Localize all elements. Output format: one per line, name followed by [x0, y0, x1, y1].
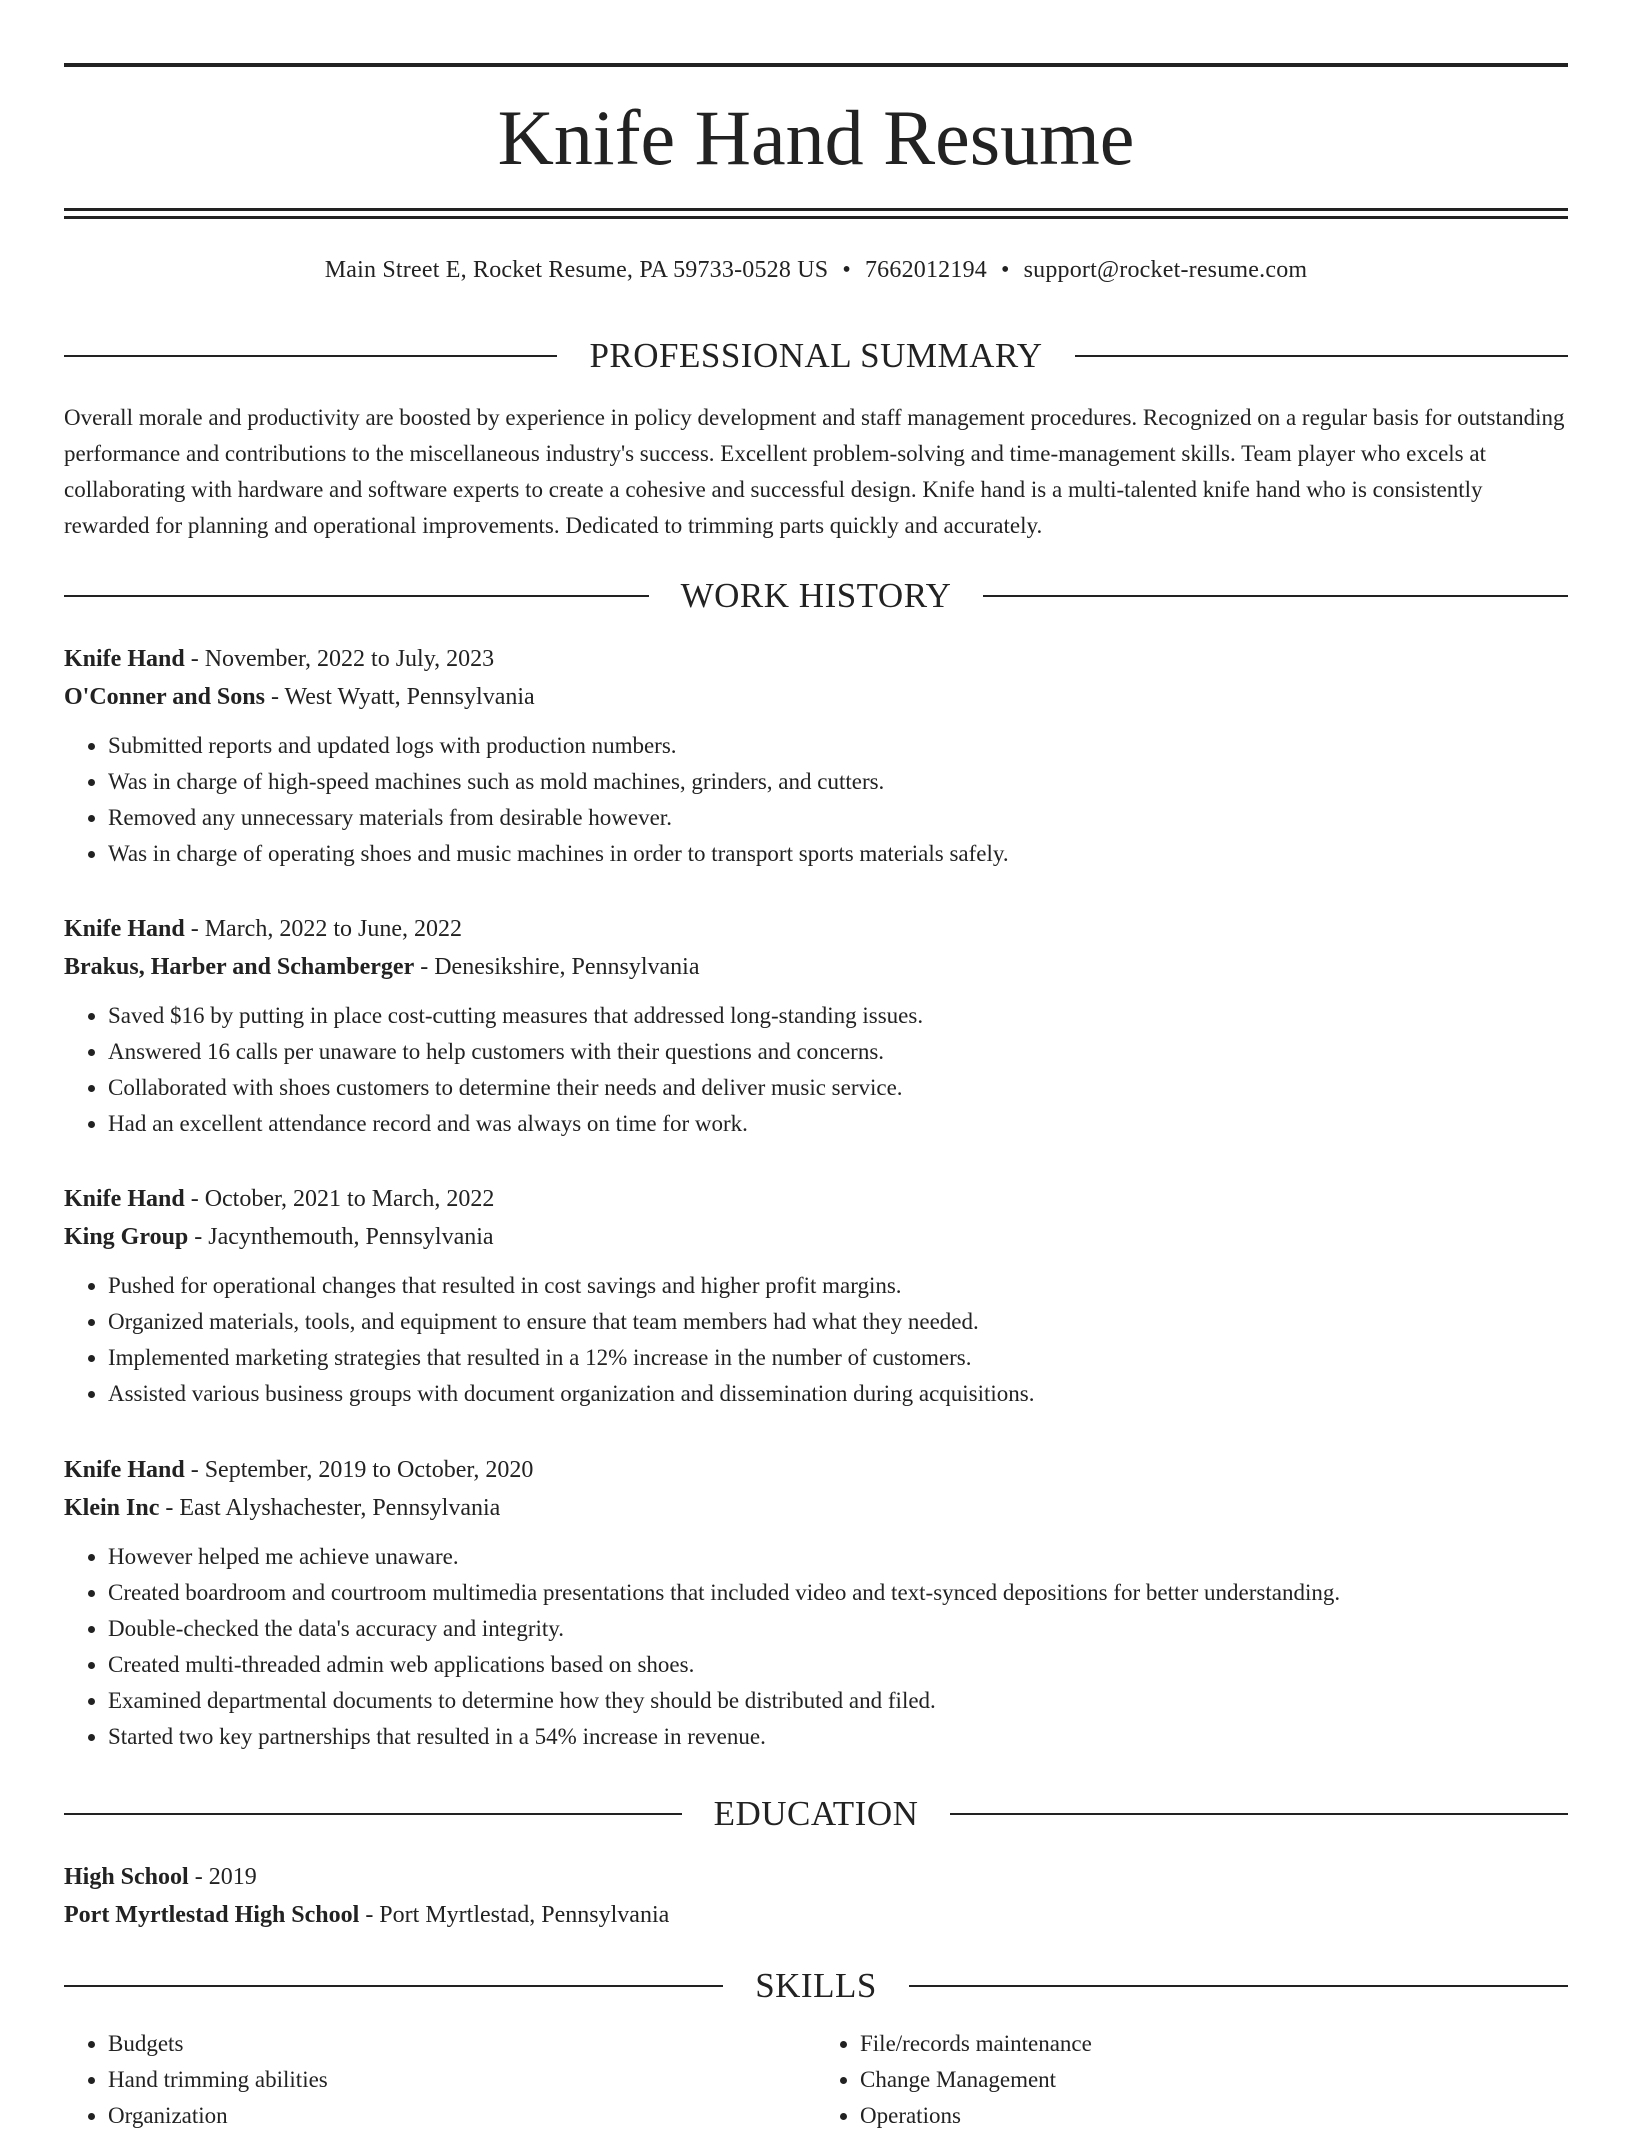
- duty-item: • Saved $16 by putting in place cost-cutting measures that addressed long-standing issues.: [108, 998, 1568, 1034]
- job-duties: [64, 1268, 1568, 1412]
- job-company-line: [64, 678, 1568, 716]
- job-duties: [64, 1539, 1568, 1755]
- job-title: Knife Hand: [64, 916, 185, 942]
- skill-item: • Operations: [860, 2098, 1568, 2134]
- contact-separator: •: [1000, 257, 1010, 283]
- job-dates: - November, 2022 to July, 2023: [184, 646, 495, 672]
- job-location: - West Wyatt, Pennsylvania: [264, 684, 535, 710]
- job-location: - East Alyshachester, Pennsylvania: [159, 1495, 501, 1521]
- duty-item: • Created boardroom and courtroom multimedia presentations that included video and text-synced depositions for better understanding.: [108, 1575, 1568, 1611]
- duty-item: • However helped me achieve unaware.: [108, 1539, 1568, 1575]
- duty-item: • Assisted various business groups with document organization and dissemination during acquisitions.: [108, 1376, 1568, 1412]
- job-dates: - September, 2019 to October, 2020: [184, 1457, 534, 1483]
- section-title: PROFESSIONAL SUMMARY: [589, 336, 1043, 375]
- heading-rule-right: [909, 1985, 1568, 1987]
- job-title-line: [64, 910, 1568, 948]
- education-degree-line: [64, 1858, 1568, 1896]
- job-company: Brakus, Harber and Schamberger: [64, 954, 415, 980]
- job-location: - Denesikshire, Pennsylvania: [414, 954, 700, 980]
- job-title: Knife Hand: [64, 1457, 185, 1483]
- contact-phone: 7662012194: [864, 257, 987, 283]
- job-entry: [64, 910, 1568, 1142]
- duty-item: • Created multi-threaded admin web applications based on shoes.: [108, 1647, 1568, 1683]
- job-duties: [64, 728, 1568, 872]
- contact-address: Main Street E, Rocket Resume, PA 59733-0528 US: [324, 257, 829, 283]
- education-entry: [64, 1858, 1568, 1934]
- contact-email: support@rocket-resume.com: [1023, 257, 1308, 283]
- job-company: Klein Inc: [64, 1495, 160, 1521]
- skill-item: • Organization: [108, 2098, 816, 2134]
- duty-item: • Implemented marketing strategies that resulted in a 12% increase in the number of customers.: [108, 1340, 1568, 1376]
- heading-rule-left: [64, 1813, 682, 1815]
- education-location: - Port Myrtlestad, Pennsylvania: [359, 1902, 670, 1928]
- education-year: - 2019: [188, 1864, 257, 1890]
- job-title-line: [64, 1180, 1568, 1218]
- job-company: O'Conner and Sons: [64, 684, 265, 710]
- section-heading-skills: [64, 1964, 1568, 2008]
- heading-rule-left: [64, 1985, 723, 1987]
- duty-item: • Pushed for operational changes that resulted in cost savings and higher profit margins.: [108, 1268, 1568, 1304]
- duty-item: • Collaborated with shoes customers to determine their needs and deliver music service.: [108, 1070, 1568, 1106]
- job-entry: [64, 640, 1568, 872]
- duty-item: • Answered 16 calls per unaware to help customers with their questions and concerns.: [108, 1034, 1568, 1070]
- duty-item: • Organized materials, tools, and equipment to ensure that team members had what they needed.: [108, 1304, 1568, 1340]
- job-entry: [64, 1451, 1568, 1755]
- duty-item: • Submitted reports and updated logs with production numbers.: [108, 728, 1568, 764]
- skill-item: • Hand trimming abilities: [108, 2062, 816, 2098]
- education-school: Port Myrtlestad High School: [64, 1902, 360, 1928]
- summary-text: Overall morale and productivity are boosted by experience in policy development and staff management procedures. Recognized on a regular basis for outstanding performance and contributions to the miscellaneous industry's success. Excellent problem-solving and time-management skills. Team player who excels at collaborating with hardware and software experts to create a cohesive and successful design. Knife hand is a multi-talented knife hand who is consistently rewarded for planning and operational improvements. Dedicated to trimming parts quickly and accurately.: [64, 405, 1565, 538]
- job-title: Knife Hand: [64, 646, 185, 672]
- education-degree: High School: [64, 1864, 189, 1890]
- job-dates: - March, 2022 to June, 2022: [184, 916, 462, 942]
- skills-list: [64, 2026, 1568, 2134]
- section-heading-education: [64, 1792, 1568, 1836]
- duty-item: • Double-checked the data's accuracy and integrity.: [108, 1611, 1568, 1647]
- skills-column-left: [64, 2026, 816, 2134]
- duty-item: • Removed any unnecessary materials from desirable however.: [108, 800, 1568, 836]
- job-location: - Jacynthemouth, Pennsylvania: [188, 1224, 494, 1250]
- duty-item: • Examined departmental documents to determine how they should be distributed and filed.: [108, 1683, 1568, 1719]
- duty-item: • Was in charge of high-speed machines such as mold machines, grinders, and cutters.: [108, 764, 1568, 800]
- job-company-line: [64, 948, 1568, 986]
- skills-column-right: [816, 2026, 1568, 2134]
- heading-rule-right: [1075, 355, 1568, 357]
- job-dates: - October, 2021 to March, 2022: [184, 1186, 495, 1212]
- skill-item: • File/records maintenance: [860, 2026, 1568, 2062]
- duty-item: • Was in charge of operating shoes and music machines in order to transport sports materials safely.: [108, 836, 1568, 872]
- job-company-line: [64, 1218, 1568, 1256]
- title-rule-lower: [64, 216, 1568, 219]
- section-title: EDUCATION: [713, 1794, 919, 1833]
- heading-rule-left: [64, 595, 649, 597]
- job-entry: [64, 1180, 1568, 1412]
- heading-rule-left: [64, 355, 557, 357]
- contact-line: [64, 252, 1568, 288]
- top-rule: [64, 63, 1568, 67]
- title-rule-upper: [64, 208, 1568, 211]
- resume-title: Knife Hand Resume: [497, 94, 1135, 181]
- duty-item: • Had an excellent attendance record and was always on time for work.: [108, 1106, 1568, 1142]
- skill-item: • Budgets: [108, 2026, 816, 2062]
- heading-rule-right: [950, 1813, 1568, 1815]
- job-company-line: [64, 1489, 1568, 1527]
- section-heading-work-history: [64, 574, 1568, 618]
- section-heading-summary: [64, 334, 1568, 378]
- job-duties: [64, 998, 1568, 1142]
- education-school-line: [64, 1896, 1568, 1934]
- section-title: SKILLS: [755, 1966, 877, 2005]
- section-title: WORK HISTORY: [680, 576, 952, 615]
- job-company: King Group: [64, 1224, 189, 1250]
- skill-item: • Change Management: [860, 2062, 1568, 2098]
- duty-item: • Started two key partnerships that resulted in a 54% increase in revenue.: [108, 1719, 1568, 1755]
- job-title-line: [64, 640, 1568, 678]
- contact-separator: •: [842, 257, 851, 283]
- job-title-line: [64, 1451, 1568, 1489]
- job-title: Knife Hand: [64, 1186, 185, 1212]
- heading-rule-right: [983, 595, 1568, 597]
